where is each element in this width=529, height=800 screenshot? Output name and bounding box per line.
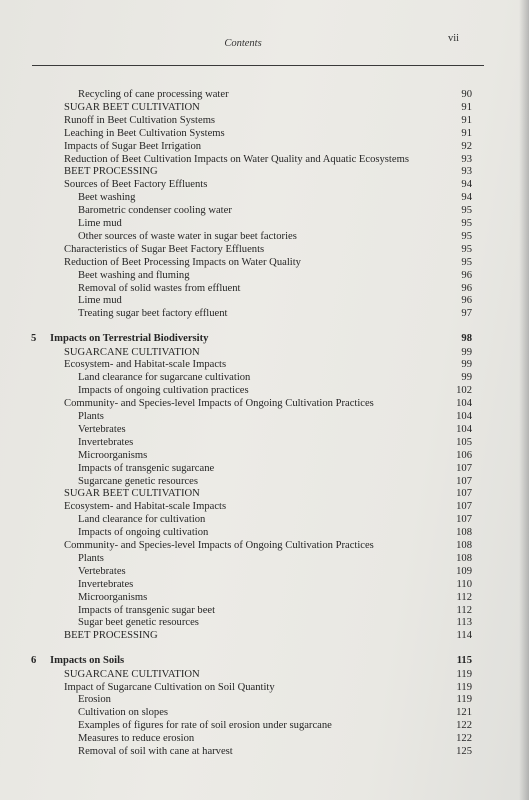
entry-page-number: 115 [456, 655, 472, 666]
entry-title: Beet washing and fluming [78, 270, 190, 281]
entry-page-number: 119 [456, 694, 472, 705]
entry-title: BEET PROCESSING [64, 630, 158, 641]
entry-page-number: 107 [456, 476, 472, 487]
entry-title: Reduction of Beet Processing Impacts on Water Quality [64, 257, 301, 268]
entry-title: Impacts on Terrestrial Biodiversity [50, 333, 209, 344]
entry-title: Microorganisms [78, 592, 148, 603]
entry-title: Reduction of Beet Cultivation Impacts on Water Quality and Aquatic Ecosystems [64, 154, 409, 165]
toc-entry [0, 269, 529, 282]
entry-title: Measures to reduce erosion [78, 733, 195, 744]
entry-page-number: 95 [461, 218, 472, 229]
entry-page-number: 106 [456, 450, 472, 461]
toc-entry [0, 127, 529, 140]
entry-title: Impacts on Soils [50, 655, 125, 666]
toc-entry [0, 114, 529, 127]
toc-entry [0, 616, 529, 629]
toc-entry [0, 423, 529, 436]
entry-title: Sugar beet genetic resources [78, 617, 199, 628]
toc-entry [0, 371, 529, 384]
entry-page-number: 122 [456, 720, 472, 731]
toc-entry [0, 487, 529, 500]
entry-page-number: 105 [456, 437, 472, 448]
entry-title: Removal of solid wastes from effluent [78, 283, 241, 294]
entry-page-number: 99 [461, 347, 472, 358]
entry-title: SUGAR BEET CULTIVATION [64, 488, 200, 499]
entry-title: Impact of Sugarcane Cultivation on Soil Quantity [64, 682, 275, 693]
entry-title: Impacts of Sugar Beet Irrigation [64, 141, 202, 152]
entry-page-number: 93 [461, 154, 472, 165]
toc-entry [0, 88, 529, 101]
header-rule [32, 65, 484, 66]
entry-title: Land clearance for cultivation [78, 514, 206, 525]
toc-entry [0, 256, 529, 269]
chapter-number: 6 [31, 655, 37, 666]
toc-entry [0, 513, 529, 526]
entry-title: Impacts of transgenic sugarcane [78, 463, 215, 474]
entry-title: Treating sugar beet factory effluent [78, 308, 228, 319]
entry-page-number: 96 [461, 295, 472, 306]
entry-title: Community- and Species-level Impacts of Ongoing Cultivation Practices [64, 398, 374, 409]
entry-title: Vertebrates [78, 566, 126, 577]
entry-page-number: 91 [461, 102, 472, 113]
toc-entry [0, 462, 529, 475]
entry-title: Examples of figures for rate of soil erosion under sugarcane [78, 720, 332, 731]
entry-title: Microorganisms [78, 450, 148, 461]
entry-page-number: 119 [456, 669, 472, 680]
entry-title: Ecosystem- and Habitat-scale Impacts [64, 359, 227, 370]
entry-title: Community- and Species-level Impacts of Ongoing Cultivation Practices [64, 540, 374, 551]
entry-title: Plants [78, 411, 104, 422]
entry-page-number: 102 [456, 385, 472, 396]
toc-entry [0, 526, 529, 539]
entry-page-number: 114 [456, 630, 472, 641]
toc-entry [0, 204, 529, 217]
entry-page-number: 109 [456, 566, 472, 577]
entry-title: Sources of Beet Factory Effluents [64, 179, 208, 190]
toc-entry [0, 668, 529, 681]
entry-title: Characteristics of Sugar Beet Factory Effluents [64, 244, 265, 255]
entry-title: Lime mud [78, 295, 122, 306]
entry-title: Beet washing [78, 192, 136, 203]
toc-entry [0, 732, 529, 745]
chapter-entry [0, 332, 529, 345]
toc-entry [0, 307, 529, 320]
entry-page-number: 107 [456, 488, 472, 499]
toc-entry [0, 565, 529, 578]
entry-page-number: 104 [456, 398, 472, 409]
entry-page-number: 107 [456, 501, 472, 512]
toc-entry [0, 719, 529, 732]
toc-entry [0, 693, 529, 706]
entry-page-number: 110 [456, 579, 472, 590]
entry-title: Plants [78, 553, 104, 564]
entry-page-number: 91 [461, 128, 472, 139]
entry-title: Land clearance for sugarcane cultivation [78, 372, 251, 383]
entry-title: Erosion [78, 694, 111, 705]
toc-entry [0, 706, 529, 719]
chapter-number: 5 [31, 333, 37, 344]
entry-page-number: 99 [461, 372, 472, 383]
entry-page-number: 96 [461, 270, 472, 281]
entry-page-number: 95 [461, 257, 472, 268]
toc-entry [0, 500, 529, 513]
entry-title: Leaching in Beet Cultivation Systems [64, 128, 225, 139]
entry-title: SUGARCANE CULTIVATION [64, 669, 200, 680]
entry-title: Barometric condenser cooling water [78, 205, 232, 216]
entry-title: Other sources of waste water in sugar beet factories [78, 231, 297, 242]
entry-title: Impacts of ongoing cultivation [78, 527, 209, 538]
entry-page-number: 94 [461, 192, 472, 203]
toc-entry [0, 578, 529, 591]
entry-page-number: 119 [456, 682, 472, 693]
entry-page-number: 95 [461, 244, 472, 255]
toc-entry [0, 552, 529, 565]
entry-page-number: 125 [456, 746, 472, 757]
entry-page-number: 121 [456, 707, 472, 718]
entry-page-number: 90 [461, 89, 472, 100]
entry-page-number: 107 [456, 514, 472, 525]
toc-entry [0, 449, 529, 462]
entry-title: Cultivation on slopes [78, 707, 169, 718]
toc-entry [0, 165, 529, 178]
toc-entry [0, 629, 529, 642]
entry-page-number: 108 [456, 540, 472, 551]
entry-title: Invertebrates [78, 437, 134, 448]
entry-page-number: 91 [461, 115, 472, 126]
entry-page-number: 94 [461, 179, 472, 190]
entry-page-number: 98 [461, 333, 472, 344]
entry-page-number: 107 [456, 463, 472, 474]
entry-title: Impacts of ongoing cultivation practices [78, 385, 249, 396]
toc-entry [0, 397, 529, 410]
entry-title: SUGARCANE CULTIVATION [64, 347, 200, 358]
entry-page-number: 92 [461, 141, 472, 152]
entry-page-number: 104 [456, 411, 472, 422]
entry-title: BEET PROCESSING [64, 166, 158, 177]
toc-entry [0, 539, 529, 552]
toc-entry [0, 178, 529, 191]
entry-page-number: 108 [456, 527, 472, 538]
entry-title: Lime mud [78, 218, 122, 229]
toc-entry [0, 140, 529, 153]
entry-page-number: 95 [461, 231, 472, 242]
entry-title: Invertebrates [78, 579, 134, 590]
entry-title: Vertebrates [78, 424, 126, 435]
entry-title: Impacts of transgenic sugar beet [78, 605, 216, 616]
entry-page-number: 96 [461, 283, 472, 294]
toc-entry [0, 436, 529, 449]
entry-title: Sugarcane genetic resources [78, 476, 199, 487]
entry-page-number: 99 [461, 359, 472, 370]
toc-entry [0, 101, 529, 114]
toc-entry [0, 591, 529, 604]
running-header-page-number: vii [448, 33, 460, 44]
toc-entry [0, 745, 529, 758]
entry-page-number: 112 [456, 605, 472, 616]
entry-page-number: 108 [456, 553, 472, 564]
toc-entry [0, 217, 529, 230]
entry-page-number: 93 [461, 166, 472, 177]
toc-entry [0, 384, 529, 397]
entry-title: Removal of soil with cane at harvest [78, 746, 233, 757]
entry-page-number: 97 [461, 308, 472, 319]
running-header-title: Contents [224, 38, 262, 49]
toc-entry [0, 410, 529, 423]
entry-title: SUGAR BEET CULTIVATION [64, 102, 200, 113]
toc-entry [0, 243, 529, 256]
entry-title: Recycling of cane processing water [78, 89, 229, 100]
entry-page-number: 104 [456, 424, 472, 435]
entry-title: Ecosystem- and Habitat-scale Impacts [64, 501, 227, 512]
toc-entry [0, 230, 529, 243]
entry-page-number: 112 [456, 592, 472, 603]
entry-page-number: 95 [461, 205, 472, 216]
entry-title: Runoff in Beet Cultivation Systems [64, 115, 216, 126]
toc-entry [0, 358, 529, 371]
toc-entry [0, 191, 529, 204]
entry-page-number: 113 [456, 617, 472, 628]
toc-entry [0, 294, 529, 307]
chapter-entry [0, 654, 529, 667]
entry-page-number: 122 [456, 733, 472, 744]
